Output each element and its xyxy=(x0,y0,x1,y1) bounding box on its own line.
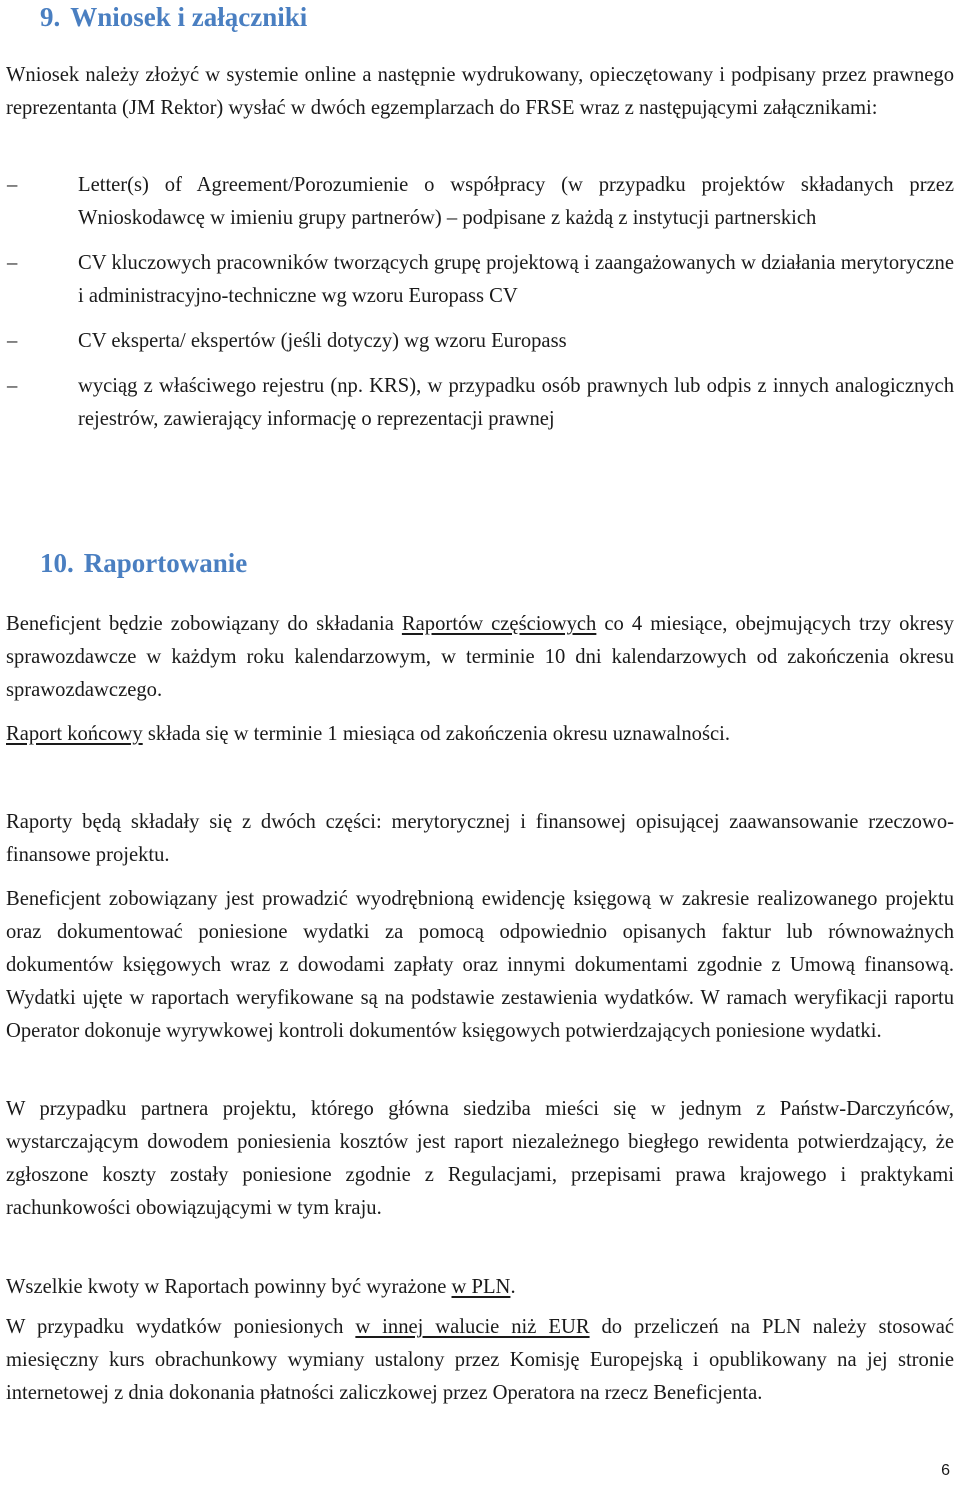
attachment-text: CV kluczowych pracowników tworzących grupę projektową i zaangażowanych w działania merytoryczne i administracyjno-techniczne wg wzoru Europass CV xyxy=(78,252,954,307)
dash-bullet-icon xyxy=(7,325,37,358)
text-run: W przypadku wydatków poniesionych xyxy=(6,1316,356,1338)
attachment-item xyxy=(6,325,954,358)
text-run: Beneficjent będzie zobowiązany do składania xyxy=(6,613,402,635)
text-run: Wszelkie kwoty w Raportach powinny być wyrażone xyxy=(6,1276,452,1298)
text-run: do przeliczeń na PLN należy stosować miesięczny kurs obrachunkowy wymiany ustalony przez Komisję Europejską i opublikowany na jej stronie internetowej z dnia dokonania płatności zaliczkowej przez Operatora na rzecz Beneficjenta. xyxy=(6,1316,954,1404)
attachment-item xyxy=(6,247,954,313)
section-10-title: Raportowanie xyxy=(83,548,248,578)
section-9-heading xyxy=(40,0,307,34)
other-currency-term: w innej walucie niż EUR xyxy=(355,1316,590,1338)
dash-bullet-icon xyxy=(7,247,37,280)
page-number: 6 xyxy=(941,1462,950,1479)
reporting-paragraph-6 xyxy=(6,1271,954,1304)
text-run: . xyxy=(510,1276,516,1298)
reporting-paragraph-7 xyxy=(6,1311,954,1410)
attachment-item xyxy=(6,370,954,436)
section-10-number: 10. xyxy=(40,548,74,578)
dash-bullet-icon xyxy=(7,370,37,403)
partial-reports-term: Raportów częściowych xyxy=(401,613,597,635)
text-run: składa się w terminie 1 miesiąca od zakończenia okresu uznawalności. xyxy=(142,723,730,745)
attachments-list xyxy=(6,169,954,436)
text-run: co 4 miesiące, obejmujących trzy okresy sprawozdawcze w każdym roku kalendarzowym, w terminie 10 dni kalendarzowych od zakończenia okresu sprawozdawczego. xyxy=(6,613,954,701)
reporting-paragraph-3: Raporty będą składały się z dwóch części: merytorycznej i finansowej opisującej zaawansowanie rzeczowo-finansowe projektu. xyxy=(6,811,954,866)
dash-bullet-icon xyxy=(7,169,37,202)
reporting-paragraph-5: W przypadku partnera projektu, którego główna siedziba mieści się w jednym z Państw-Darczyńców, wystarczającym dowodem poniesienia kosztów jest raport niezależnego biegłego rewidenta potwierdzający, że zgłoszone koszty zostały poniesione zgodnie z Regulacjami, przepisami prawa krajowego i praktykami rachunkowości obowiązującymi w tym kraju. xyxy=(6,1098,954,1219)
reporting-paragraph-4: Beneficjent zobowiązany jest prowadzić wyodrębnioną ewidencję księgową w zakresie realizowanego projektu oraz dokumentować poniesione wydatki za pomocą odpowiednio opisanych faktur lub równoważnych dokumentów księgowych wraz z dowodami zapłaty oraz innymi dokumentami zgodnie z Umową finansową. Wydatki ujęte w raportach weryfikowane są na podstawie zestawienia wydatków. W ramach weryfikacji raportu Operator dokonuje wyrywkowej kontroli dokumentów księgowych potwierdzających poniesione wydatki. xyxy=(6,888,954,1042)
currency-pln-term: w PLN xyxy=(451,1276,511,1298)
section-9-number: 9. xyxy=(40,2,61,32)
final-report-term: Raport końcowy xyxy=(6,723,143,745)
section-9-intro: Wniosek należy złożyć w systemie online a następnie wydrukowany, opieczętowany i podpisany przez prawnego reprezentanta (JM Rektor) wysłać w dwóch egzemplarzach do FRSE wraz z następującymi załącznikami: xyxy=(6,64,954,119)
section-9-title: Wniosek i załączniki xyxy=(70,2,308,32)
section-10-heading xyxy=(40,546,247,580)
reporting-paragraph-2 xyxy=(6,718,954,751)
attachment-item xyxy=(6,169,954,235)
reporting-paragraph-1 xyxy=(6,608,954,707)
attachment-text: wyciąg z właściwego rejestru (np. KRS), w przypadku osób prawnych lub odpis z innych analogicznych rejestrów, zawierający informację o reprezentacji prawnej xyxy=(78,375,954,430)
attachment-text: CV eksperta/ ekspertów (jeśli dotyczy) wg wzoru Europass xyxy=(78,330,567,352)
attachment-text: Letter(s) of Agreement/Porozumienie o współpracy (w przypadku projektów składanych przez Wnioskodawcę w imieniu grupy partnerów) – podpisane z każdą z instytucji partnerskich xyxy=(78,174,954,229)
